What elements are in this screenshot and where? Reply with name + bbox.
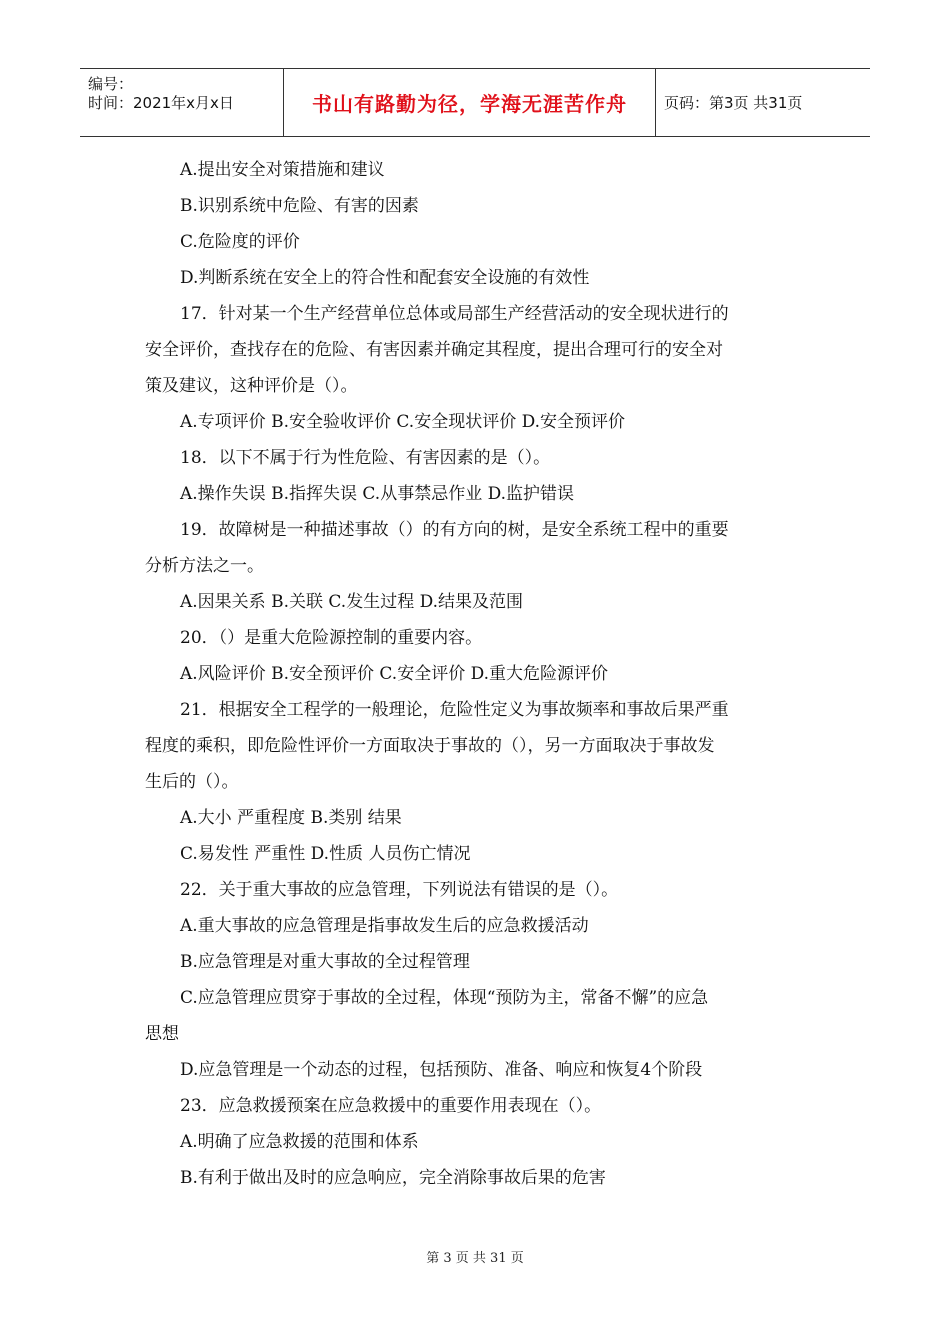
text-line: D.应急管理是一个动态的过程，包括预防、准备、响应和恢复4个阶段 — [180, 1060, 703, 1080]
text-line: 策及建议，这种评价是（）。 — [145, 376, 358, 396]
header-page-info: 页码：第3页 共31页 — [664, 94, 803, 112]
text-line: A.提出安全对策措施和建议 — [180, 160, 385, 180]
text-line: 分析方法之一。 — [145, 556, 264, 576]
text-line: 23．应急救援预案在应急救援中的重要作用表现在（）。 — [180, 1096, 602, 1116]
text-line: D.判断系统在安全上的符合性和配套安全设施的有效性 — [180, 268, 590, 288]
text-line: 生后的（）。 — [145, 772, 239, 792]
text-line: C.易发性 严重性 D.性质 人员伤亡情况 — [180, 844, 471, 864]
text-line: 程度的乘积，即危险性评价一方面取决于事故的（），另一方面取决于事故发 — [145, 736, 715, 756]
text-line: 19．故障树是一种描述事故（）的有方向的树，是安全系统工程中的重要 — [180, 520, 729, 540]
text-line: B.有利于做出及时的应急响应，完全消除事故后果的危害 — [180, 1168, 606, 1188]
text-line: C.危险度的评价 — [180, 232, 300, 252]
page-footer: 第 3 页 共 31 页 — [426, 1251, 524, 1266]
text-line: A.明确了应急救援的范围和体系 — [180, 1132, 419, 1152]
text-line: 安全评价，查找存在的危险、有害因素并确定其程度，提出合理可行的安全对 — [145, 340, 723, 360]
text-line: B.应急管理是对重大事故的全过程管理 — [180, 952, 470, 972]
text-line: A.因果关系 B.关联 C.发生过程 D.结果及范围 — [180, 592, 524, 612]
text-line: 17．针对某一个生产经营单位总体或局部生产经营活动的安全现状进行的 — [180, 304, 729, 324]
header-meta — [80, 69, 283, 136]
text-line: A.风险评价 B.安全预评价 C.安全评价 D.重大危险源评价 — [180, 664, 609, 684]
document-body — [145, 152, 805, 1196]
text-line: A.大小 严重程度 B.类别 结果 — [180, 808, 402, 828]
text-line: 18．以下不属于行为性危险、有害因素的是（）。 — [180, 448, 551, 468]
text-line: C.应急管理应贯穿于事故的全过程，体现“预防为主，常备不懈”的应急 — [180, 988, 709, 1008]
time-label: 时间：2021年x月x日 — [88, 94, 234, 112]
text-line: A.专项评价 B.安全验收评价 C.安全现状评价 D.安全预评价 — [180, 412, 626, 432]
number-label: 编号： — [88, 75, 134, 93]
text-line: 21．根据安全工程学的一般理论，危险性定义为事故频率和事故后果严重 — [180, 700, 729, 720]
text-line: 20．（）是重大危险源控制的重要内容。 — [180, 628, 483, 648]
text-line: 思想 — [145, 1024, 179, 1044]
header-motto: 书山有路勤为径，学海无涯苦作舟 — [283, 69, 656, 136]
text-line: A.重大事故的应急管理是指事故发生后的应急救援活动 — [180, 916, 589, 936]
page-header — [80, 68, 870, 137]
text-line: A.操作失误 B.指挥失误 C.从事禁忌作业 D.监护错误 — [180, 484, 575, 504]
text-line: 22．关于重大事故的应急管理，下列说法有错误的是（）。 — [180, 880, 619, 900]
text-line: B.识别系统中危险、有害的因素 — [180, 196, 419, 216]
